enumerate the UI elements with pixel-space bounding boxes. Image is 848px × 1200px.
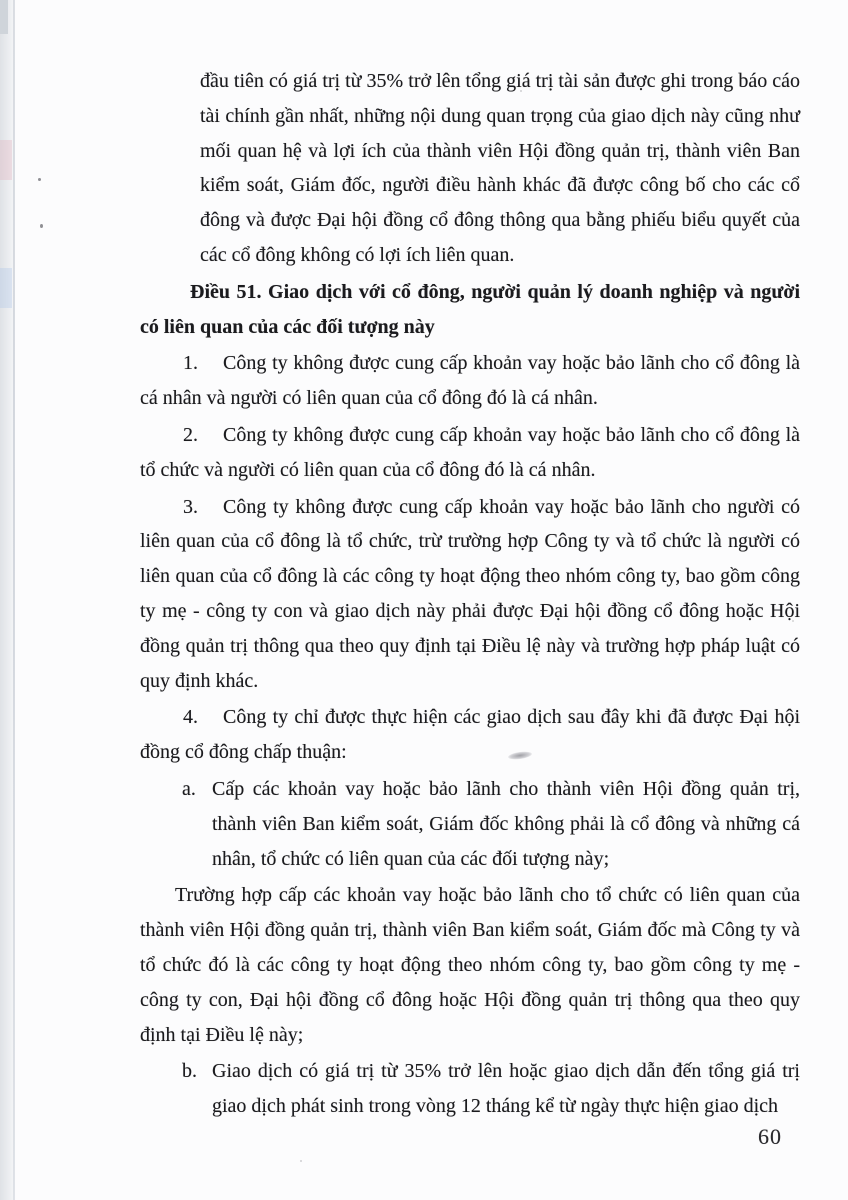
clause-4-text: Công ty chỉ được thực hiện các giao dịch sau đây khi đã được Đại hội đồng cổ đông chấp thuận:: [140, 706, 800, 764]
clause-2: [140, 418, 800, 488]
clause-4: [140, 700, 800, 770]
clause-3-marker: 3.: [183, 495, 198, 518]
paper-speckle: [38, 178, 41, 181]
sub-clause-a-marker: a.: [182, 777, 196, 800]
clause-4-marker: 4.: [183, 706, 198, 729]
paper-speckle: [40, 224, 43, 228]
scan-edge-tint-blue: [0, 268, 12, 308]
scan-left-edge: [0, 0, 14, 1200]
sub-clause-b: [140, 1054, 800, 1124]
clause-1-marker: 1.: [183, 352, 198, 375]
sub-clause-b-text: Giao dịch có giá trị từ 35% trở lên hoặc giao dịch dẫn đến tổng giá trị giao dịch phát sinh trong vòng 12 tháng kể từ ngày thực hiện giao dịch: [212, 1060, 800, 1118]
clause-1: [140, 346, 800, 416]
article-51-heading: Điều 51. Giao dịch với cổ đông, người quản lý doanh nghiệp và người có liên quan của các đối tượng này: [140, 280, 800, 338]
paragraph-continuation: đầu tiên có giá trị từ 35% trở lên tổng giá trị tài sản được ghi trong báo cáo tài chính gần nhất, những nội dung quan trọng của giao dịch này cũng như mối quan hệ và lợi ích của thành viên Hội đồng quản trị, thành viên Ban kiểm soát, Giám đốc, người điều hành khác đã được công bố cho các cổ đông và được Đại hội đồng cổ đông thông qua bằng phiếu biểu quyết của các cổ đông không có lợi ích liên quan.: [200, 70, 800, 266]
clause-1-text: Công ty không được cung cấp khoản vay hoặc bảo lãnh cho cổ đông là cá nhân và người có liên quan của cổ đông đó là cá nhân.: [140, 352, 800, 410]
page-number: 60: [758, 1124, 782, 1149]
clause-2-text: Công ty không được cung cấp khoản vay hoặc bảo lãnh cho cổ đông là tổ chức và người có liên quan của cổ đông đó là cá nhân.: [140, 423, 800, 481]
scan-edge-tint-pink: [0, 140, 12, 180]
document-body: [140, 64, 800, 1126]
sub-clause-a-text: Cấp các khoản vay hoặc bảo lãnh cho thành viên Hội đồng quản trị, thành viên Ban kiểm soát, Giám đốc không phải là cổ đông và những cá nhân, tổ chức có liên quan của các đối tượng này;: [212, 777, 800, 870]
sub-clause-a: [140, 772, 800, 876]
clause-3: [140, 490, 800, 699]
paper-speckle: [300, 1160, 302, 1162]
sub-clause-b-marker: b.: [182, 1060, 197, 1083]
clause-3-text: Công ty không được cung cấp khoản vay hoặc bảo lãnh cho người có liên quan của cổ đông là tổ chức, trừ trường hợp Công ty và tổ chức là người có liên quan của cổ đông là các công ty hoạt động theo nhóm công ty, bao gồm công ty mẹ - công ty con và giao dịch này phải được Đại hội đồng cổ đông hoặc Hội đồng quản trị thông qua theo quy định tại Điều lệ này và trường hợp pháp luật có quy định khác.: [140, 495, 800, 692]
paragraph-truong-hop: Trường hợp cấp các khoản vay hoặc bảo lãnh cho tổ chức có liên quan của thành viên Hội đồng quản trị, thành viên Ban kiểm soát, Giám đốc mà Công ty và tổ chức đó là các công ty hoạt động theo nhóm công ty, bao gồm công ty mẹ - công ty con, Đại hội đồng cổ đông hoặc Hội đồng quản trị thông qua theo quy định tại Điều lệ này;: [140, 884, 800, 1046]
clause-2-marker: 2.: [183, 423, 198, 446]
scan-edge-notch: [0, 0, 8, 34]
scan-edge-line: [13, 0, 15, 1200]
